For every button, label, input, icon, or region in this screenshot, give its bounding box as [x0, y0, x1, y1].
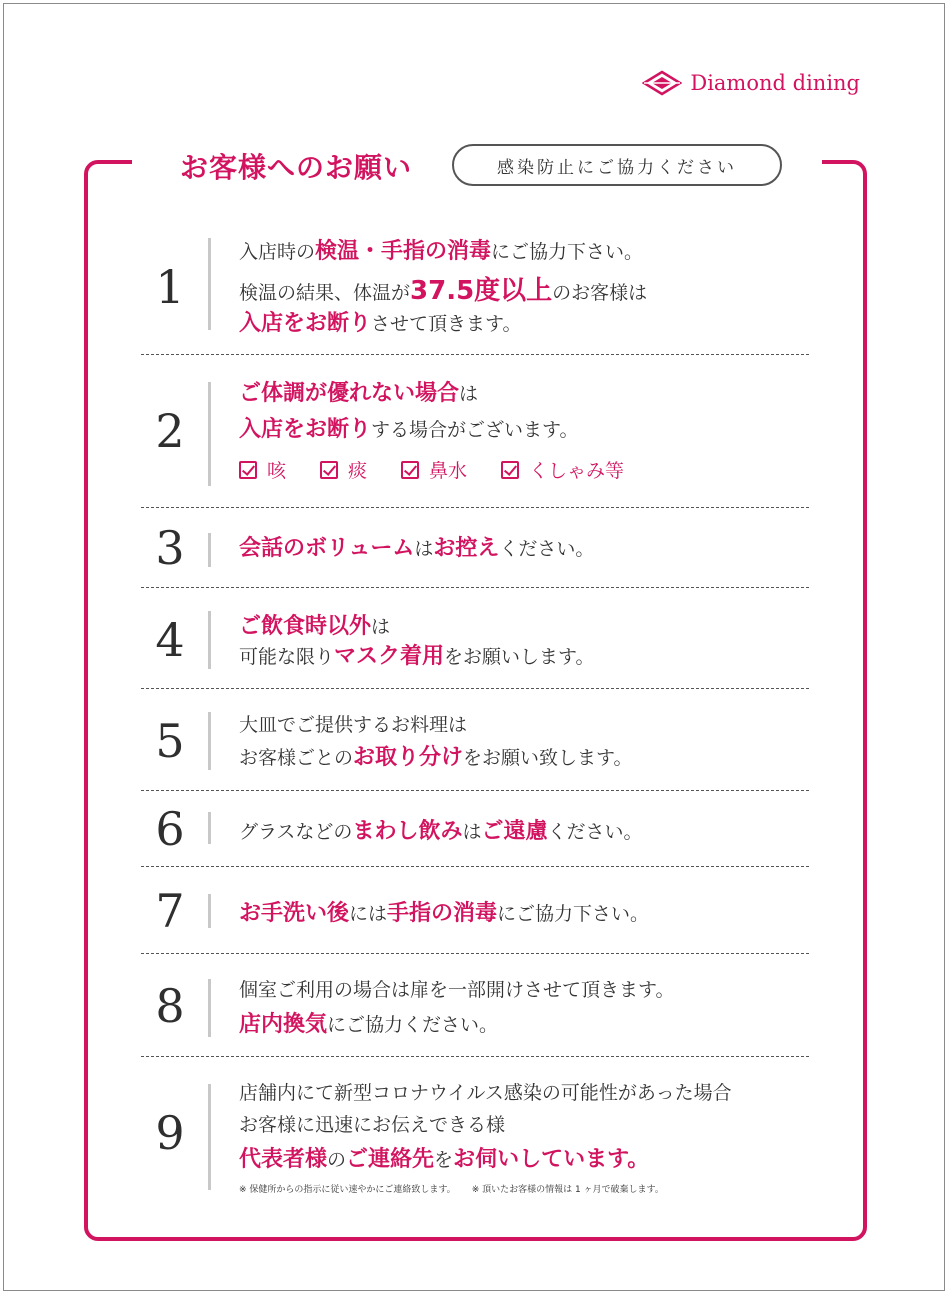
body-text: にご協力下さい。	[491, 241, 644, 263]
rule-item-2	[141, 354, 809, 508]
body-text: のお客様は	[552, 282, 648, 304]
body-text: グラスなどの	[239, 821, 353, 843]
checkbox-checked-icon	[501, 461, 519, 479]
highlight-text: 検温・手指の消毒	[315, 239, 492, 264]
rule-number: 3	[155, 521, 185, 575]
rule-text	[239, 710, 809, 770]
rule-line	[239, 1007, 809, 1039]
rule-line	[239, 609, 809, 639]
highlight-text: 店内換気	[239, 1012, 328, 1037]
divider-bar	[208, 382, 211, 486]
highlight-text: 入店をお断り	[239, 417, 372, 442]
rule-line	[239, 376, 809, 412]
highlight-text: 会話のボリューム	[239, 536, 415, 561]
body-text: する場合がございます。	[371, 419, 579, 441]
rule-line	[239, 1110, 809, 1142]
rule-number: 1	[155, 260, 185, 314]
body-text: は	[414, 538, 434, 560]
rule-text	[239, 531, 809, 562]
rule-number: 4	[155, 613, 185, 667]
highlight-text: ご連絡先	[346, 1147, 435, 1172]
rule-line	[239, 639, 809, 669]
rule-text	[239, 975, 809, 1039]
rule-item-5	[141, 688, 809, 791]
rule-line	[239, 975, 809, 1007]
rule-item-9	[141, 1056, 809, 1206]
rule-item-6	[141, 790, 809, 867]
brand-name: Diamond dining	[690, 71, 860, 95]
rule-line	[239, 270, 809, 306]
footnote	[239, 1182, 809, 1195]
highlight-text: お手洗い後	[239, 901, 350, 926]
rule-line	[239, 1078, 809, 1110]
highlight-text: まわし飲み	[352, 819, 463, 844]
body-text: にご協力下さい。	[497, 903, 650, 925]
divider-bar	[208, 238, 211, 330]
body-text: 検温の結果、体温が	[239, 282, 411, 304]
rule-number: 6	[155, 802, 185, 856]
rule-line	[239, 234, 809, 270]
rule-text	[239, 234, 809, 342]
divider-bar	[208, 894, 211, 928]
body-text: は	[371, 616, 391, 638]
symptom-label: 鼻水	[429, 460, 468, 482]
rule-number: 9	[155, 1106, 185, 1160]
body-text: 入店時の	[239, 241, 316, 263]
symptom-label: くしゃみ等	[529, 460, 625, 482]
rule-number: 2	[155, 404, 185, 458]
body-text: お客様ごとの	[239, 747, 354, 769]
rule-text	[239, 814, 809, 845]
highlight-text: 代表者様	[239, 1147, 328, 1172]
body-text: は	[459, 383, 479, 405]
body-text: 店舗内にて新型コロナウイルス感染の可能性があった場合	[239, 1082, 732, 1104]
symptom-item	[320, 456, 367, 483]
checkbox-checked-icon	[239, 461, 257, 479]
rule-number: 5	[155, 714, 185, 768]
body-text: お客様に迅速にお伝えできる様	[239, 1114, 506, 1136]
rule-item-3	[141, 507, 809, 588]
rule-line	[239, 896, 809, 927]
checkbox-checked-icon	[401, 461, 419, 479]
rule-line	[239, 306, 809, 342]
body-text: をお願いします。	[444, 646, 595, 668]
rule-item-7	[141, 866, 809, 954]
highlight-text: お伺いしています。	[453, 1147, 650, 1172]
rule-line	[239, 710, 809, 740]
notice-page	[3, 3, 945, 1291]
body-text: ください。	[499, 538, 595, 560]
rule-item-1	[141, 222, 809, 355]
rule-line	[239, 1142, 809, 1176]
subtitle-badge	[452, 144, 782, 186]
divider-bar	[208, 533, 211, 567]
divider-bar	[208, 1084, 211, 1190]
body-text: 大皿でご提供するお料理は	[239, 714, 468, 736]
footnote-text: ※ 頂いたお客様の情報は 1 ヶ月で破棄します。	[471, 1185, 664, 1195]
body-text: は	[462, 821, 482, 843]
symptom-item	[501, 456, 624, 483]
divider-bar	[208, 611, 211, 669]
rule-line	[239, 531, 809, 562]
highlight-text: 37.5度以上	[410, 276, 553, 306]
body-text: にご協力ください。	[327, 1014, 499, 1036]
rule-line	[239, 412, 809, 448]
rule-item-4	[141, 587, 809, 689]
rule-number: 7	[155, 884, 185, 938]
body-text: 個室ご利用の場合は扉を一部開けさせて頂きます。	[239, 979, 675, 1001]
body-text: には	[349, 903, 388, 925]
brand-logo	[642, 70, 860, 96]
rule-line	[239, 814, 809, 845]
checkbox-checked-icon	[320, 461, 338, 479]
rule-text	[239, 609, 809, 669]
highlight-text: ご体調が優れない場合	[239, 381, 460, 406]
highlight-text: お控え	[433, 536, 500, 561]
rule-number: 8	[155, 979, 185, 1033]
symptom-label: 痰	[348, 460, 368, 482]
body-text: 可能な限り	[239, 646, 335, 668]
symptom-checklist	[239, 456, 809, 483]
rule-item-8	[141, 953, 809, 1057]
body-text: をお願い致します。	[463, 747, 633, 769]
highlight-text: お取り分け	[353, 745, 464, 770]
divider-bar	[208, 812, 211, 844]
body-text: ください。	[547, 821, 643, 843]
diamond-logo-icon	[642, 70, 682, 96]
rule-text	[239, 1078, 809, 1195]
highlight-text: 入店をお断り	[239, 311, 372, 336]
highlight-text: ご飲食時以外	[239, 614, 372, 639]
highlight-text: 手指の消毒	[387, 901, 498, 926]
body-text: を	[434, 1149, 454, 1171]
divider-bar	[208, 712, 211, 770]
rule-text	[239, 896, 809, 927]
footnote-text: ※ 保健所からの指示に従い速やかにご連絡致します。	[239, 1185, 456, 1195]
symptom-item	[401, 456, 467, 483]
subtitle-text: 感染防止にご協力ください	[497, 157, 737, 178]
symptom-item	[239, 456, 286, 483]
highlight-text: マスク着用	[334, 644, 445, 669]
rule-line	[239, 740, 809, 770]
highlight-text: ご遠慮	[481, 819, 548, 844]
body-text: させて頂きます。	[371, 313, 522, 335]
symptom-label: 咳	[267, 460, 287, 482]
rule-text	[239, 376, 809, 483]
page-title: お客様へのお願い	[180, 151, 413, 184]
body-text: の	[327, 1149, 347, 1171]
divider-bar	[208, 979, 211, 1037]
